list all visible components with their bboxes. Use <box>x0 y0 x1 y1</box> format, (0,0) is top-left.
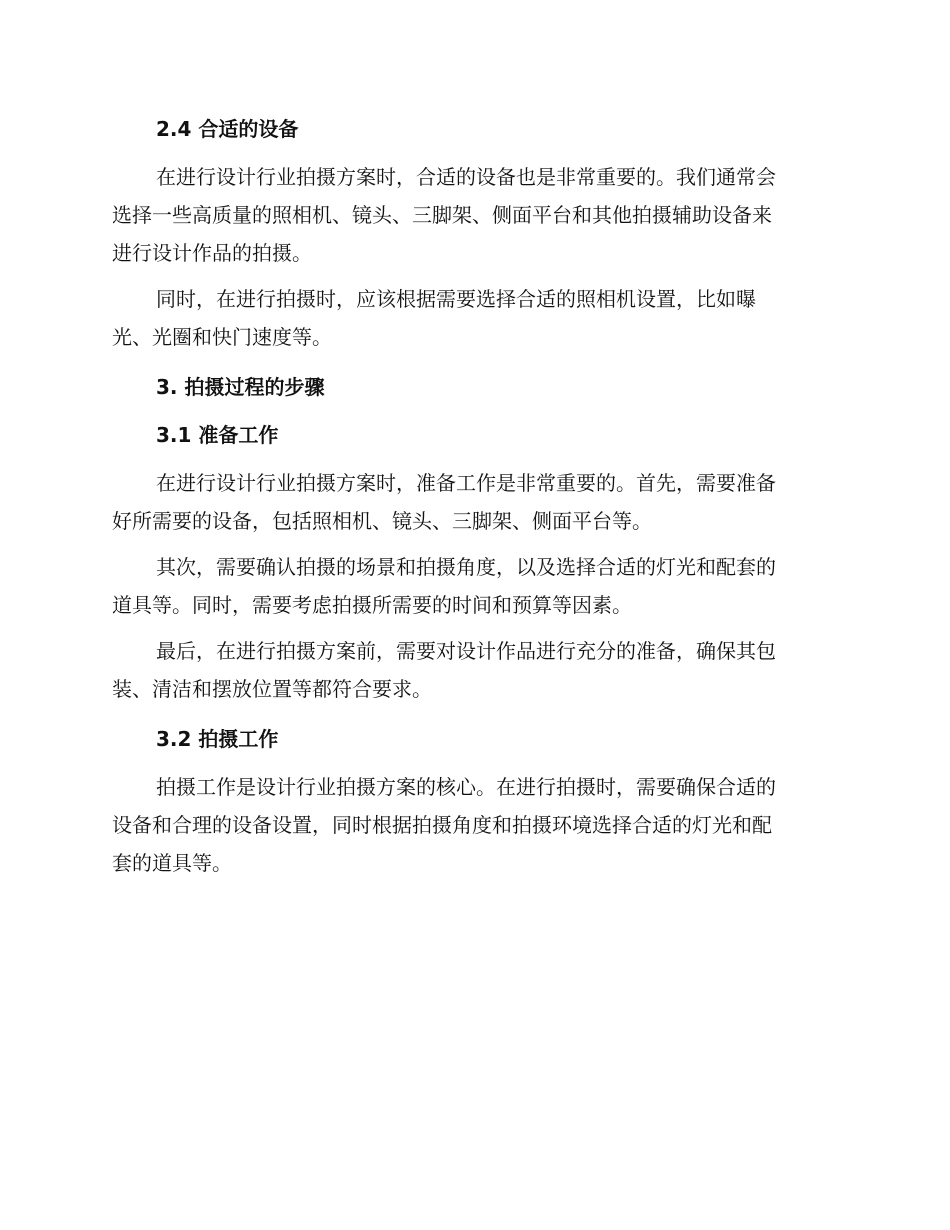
section-heading-3: 3. 拍摄过程的步骤 <box>156 375 325 399</box>
paragraph-preparation-3: 最后，在进行拍摄方案前，需要对设计作品进行充分的准备，确保其包 装、清洁和摆放位置等都符合要求。 <box>112 639 776 701</box>
section-heading-3-1: 3.1 准备工作 <box>156 423 279 447</box>
section-heading-2-4: 2.4 合适的设备 <box>156 117 299 141</box>
paragraph-equipment-1: 在进行设计行业拍摄方案时，合适的设备也是非常重要的。我们通常会 选择一些高质量的照相机、镜头、三脚架、侧面平台和其他拍摄辅助设备来 进行设计作品的拍摄。 <box>112 165 776 265</box>
paragraph-equipment-2: 同时，在进行拍摄时，应该根据需要选择合适的照相机设置，比如曝 光、光圈和快门速度等。 <box>112 287 756 349</box>
paragraph-shooting-1: 拍摄工作是设计行业拍摄方案的核心。在进行拍摄时，需要确保合适的 设备和合理的设备设置，同时根据拍摄角度和拍摄环境选择合适的灯光和配 套的道具等。 <box>112 775 776 875</box>
paragraph-preparation-1: 在进行设计行业拍摄方案时，准备工作是非常重要的。首先，需要准备 好所需要的设备，包括照相机、镜头、三脚架、侧面平台等。 <box>112 471 776 533</box>
document-page <box>112 110 832 882</box>
section-heading-3-2: 3.2 拍摄工作 <box>156 727 279 751</box>
paragraph-preparation-2: 其次，需要确认拍摄的场景和拍摄角度，以及选择合适的灯光和配套的 道具等。同时，需要考虑拍摄所需要的时间和预算等因素。 <box>112 555 776 617</box>
